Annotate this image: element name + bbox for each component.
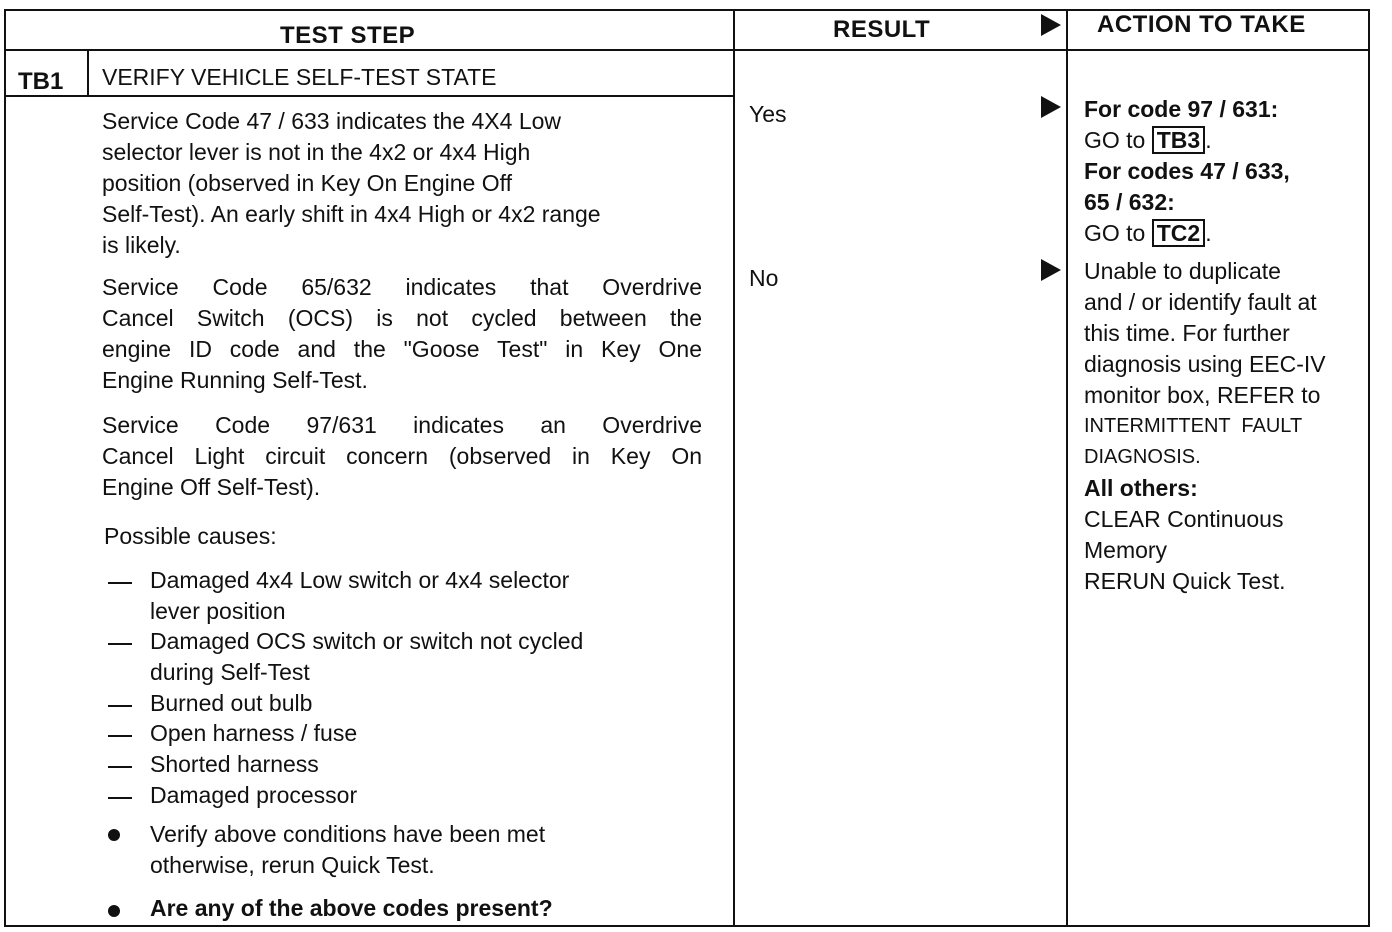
- action-no-ref: DIAGNOSIS.: [1084, 446, 1201, 468]
- bullet-icon: [108, 829, 120, 841]
- para2-line: engine ID code and the "Goose Test" in Key One: [102, 336, 702, 362]
- ref-box-tc2[interactable]: TC2: [1152, 219, 1205, 247]
- cause-line: Damaged OCS switch or switch not cycled: [150, 628, 584, 654]
- arrow-icon: [1041, 259, 1061, 281]
- action-tail-line: RERUN Quick Test.: [1084, 568, 1286, 594]
- result-yes: Yes: [749, 101, 787, 127]
- bullet-line: Verify above conditions have been met: [150, 821, 546, 847]
- action-yes-line: 65 / 632:: [1084, 189, 1175, 215]
- cause-item: Open harness / fuse: [150, 720, 358, 746]
- bullet-line: otherwise, rerun Quick Test.: [150, 852, 435, 878]
- para1-line: position (observed in Key On Engine Off: [102, 170, 512, 196]
- cause-item: Shorted harness: [150, 751, 319, 777]
- header-arrow-icon: [1041, 14, 1061, 36]
- action-no-line: and / or identify fault at: [1084, 289, 1317, 315]
- col-divider-result: [733, 9, 735, 925]
- action-yes-line: For code 97 / 631:: [1084, 96, 1279, 122]
- header-result: RESULT: [833, 16, 931, 43]
- period: .: [1205, 127, 1212, 153]
- bullet-question: Are any of the above codes present?: [150, 895, 553, 921]
- step-title: VERIFY VEHICLE SELF-TEST STATE: [102, 64, 497, 90]
- action-no-line: this time. For further: [1084, 320, 1290, 346]
- dash-icon: [108, 582, 132, 584]
- para3-line: Engine Off Self-Test).: [102, 474, 321, 500]
- step-id: TB1: [18, 68, 64, 95]
- period: .: [1205, 220, 1212, 246]
- para3-line: Cancel Light circuit concern (observed in Key On: [102, 443, 702, 469]
- step-id-divider: [87, 51, 89, 95]
- header-action: ACTION TO TAKE: [1097, 11, 1306, 38]
- action-tail-line: CLEAR Continuous: [1084, 506, 1284, 532]
- para1-line: is likely.: [102, 232, 181, 258]
- goto-label: GO to: [1084, 220, 1146, 246]
- para2-line: Engine Running Self-Test.: [102, 367, 368, 393]
- cause-item: Damaged processor: [150, 782, 358, 808]
- action-all-others: All others:: [1084, 475, 1198, 501]
- bullet-item: [150, 819, 545, 881]
- para1-line: selector lever is not in the 4x2 or 4x4 High: [102, 139, 531, 165]
- dash-icon: [108, 705, 132, 707]
- step-paragraph-1: [102, 106, 702, 261]
- dash-icon: [108, 797, 132, 799]
- action-no-ref: INTERMITTENT FAULT: [1084, 415, 1303, 437]
- action-yes-goto-2: [1084, 218, 1364, 249]
- step-title-rule: [4, 95, 735, 97]
- action-no-line: monitor box, REFER to: [1084, 382, 1321, 408]
- header-test-step: TEST STEP: [280, 22, 416, 49]
- step-paragraph-2: [102, 272, 702, 396]
- action-yes: [1084, 94, 1364, 249]
- ref-box-tb3[interactable]: TB3: [1152, 126, 1205, 154]
- step-paragraph-3: [102, 410, 702, 503]
- dash-icon: [108, 643, 132, 645]
- para2-line: Cancel Switch (OCS) is not cycled between the: [102, 305, 702, 331]
- action-yes-goto-1: [1084, 125, 1364, 156]
- action-no-line: diagnosis using EEC-IV: [1084, 351, 1326, 377]
- arrow-icon: [1041, 96, 1061, 118]
- action-yes-line: For codes 47 / 633,: [1084, 158, 1290, 184]
- action-no-line: Unable to duplicate: [1084, 258, 1281, 284]
- para2-line: Service Code 65/632 indicates that Overdrive: [102, 274, 702, 300]
- cause-line: during Self-Test: [150, 659, 310, 685]
- bullet-icon: [108, 905, 120, 917]
- cause-line: Damaged 4x4 Low switch or 4x4 selector: [150, 567, 570, 593]
- para1-line: Self-Test). An early shift in 4x4 High or 4x2 range: [102, 201, 601, 227]
- goto-label: GO to: [1084, 127, 1146, 153]
- dash-icon: [108, 766, 132, 768]
- cause-item: Burned out bulb: [150, 690, 313, 716]
- causes-title: Possible causes:: [104, 523, 277, 549]
- cause-item: [150, 565, 569, 627]
- result-no: No: [749, 265, 779, 291]
- dash-icon: [108, 735, 132, 737]
- para1-line: Service Code 47 / 633 indicates the 4X4 Low: [102, 108, 562, 134]
- para3-line: Service Code 97/631 indicates an Overdrive: [102, 412, 702, 438]
- cause-line: lever position: [150, 598, 286, 624]
- col-divider-action: [1066, 9, 1068, 925]
- action-tail-line: Memory: [1084, 537, 1168, 563]
- action-no: [1084, 256, 1366, 597]
- cause-item: [150, 626, 583, 688]
- header-rule: [4, 49, 1368, 51]
